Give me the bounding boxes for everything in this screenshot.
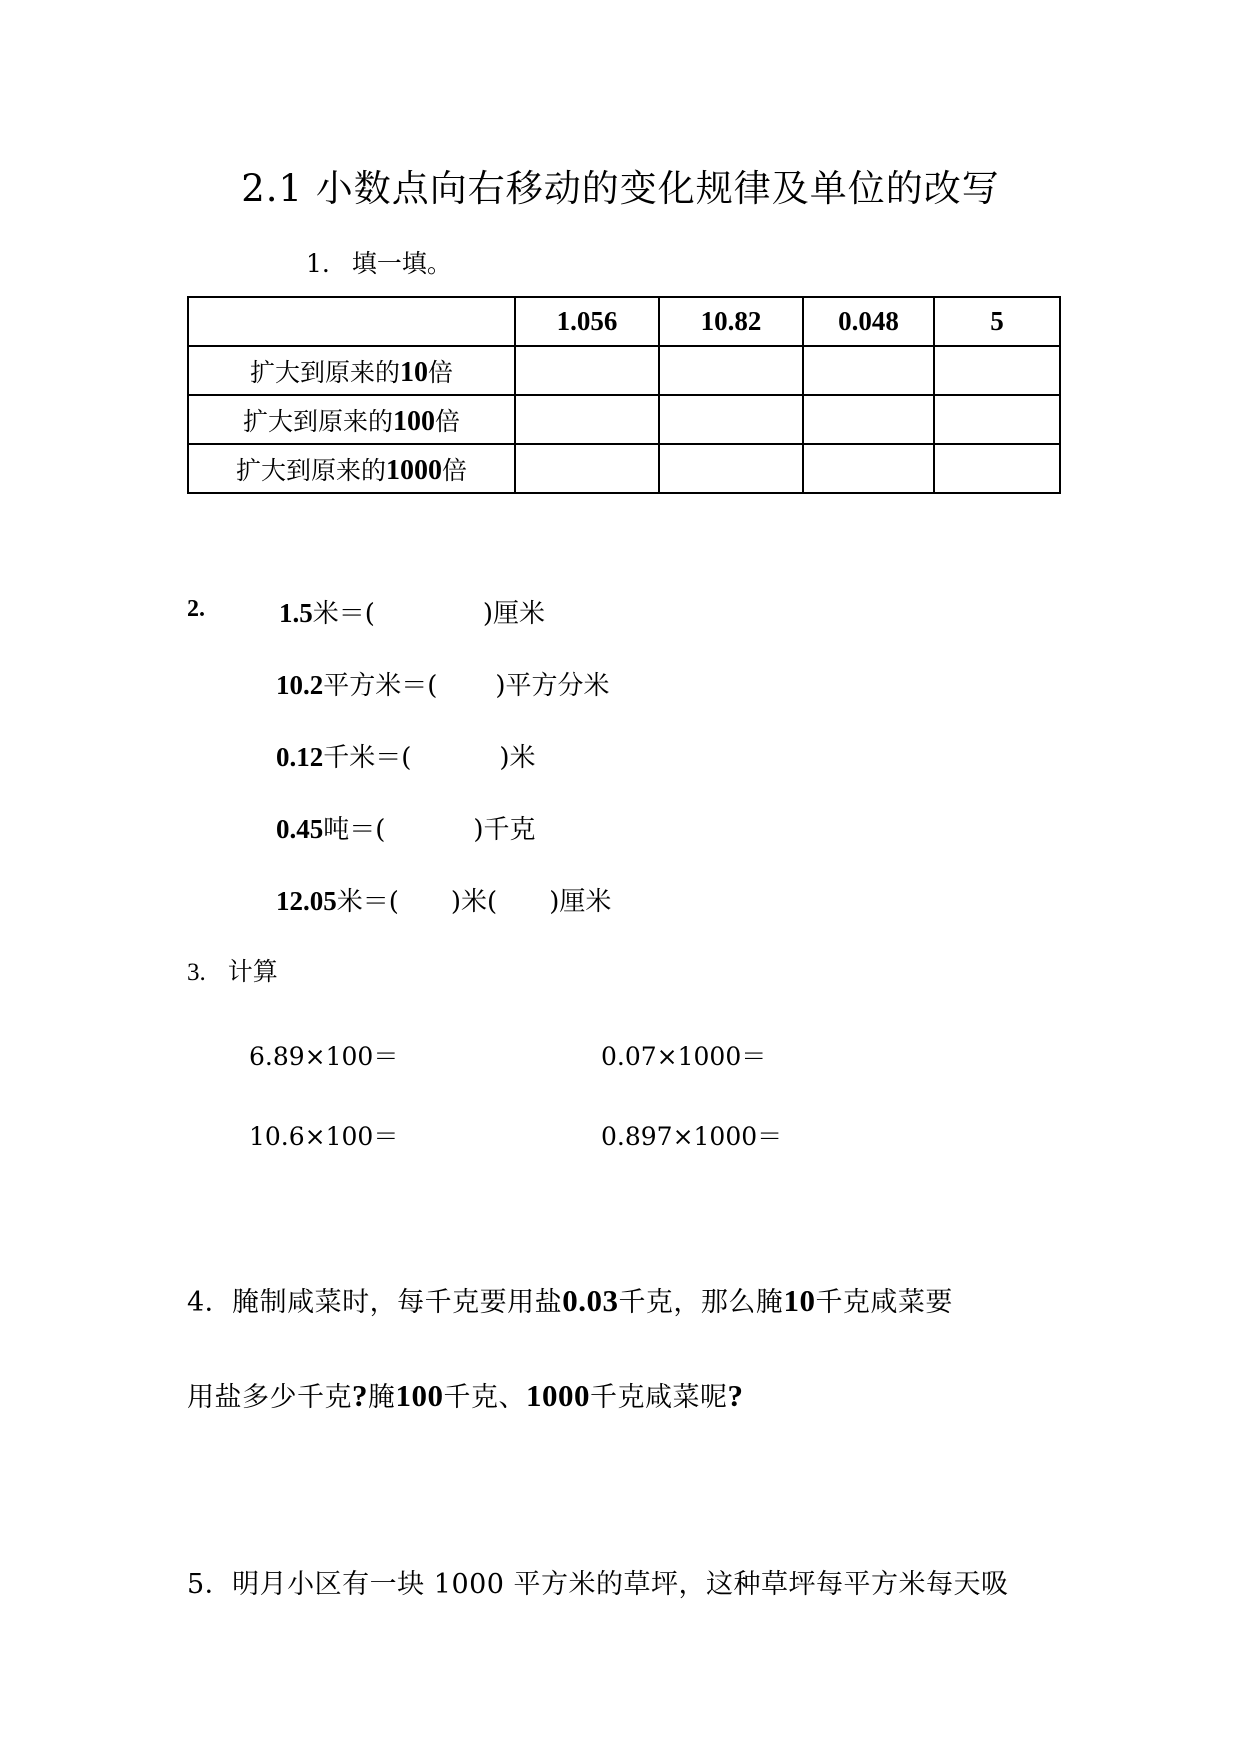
q4-number: 10 [783, 1283, 816, 1318]
conversion-left: 千米＝( [323, 743, 412, 773]
row-label-suffix: 倍 [442, 455, 468, 485]
answer-cell[interactable] [659, 395, 803, 444]
question-1-instruction: 填一填。 [351, 249, 452, 278]
table-corner-cell [188, 297, 515, 346]
row-label-factor: 1000 [386, 454, 442, 486]
q4-punct: ? [352, 1378, 368, 1413]
question-5-line-1: 5．明月小区有一块 1000 平方米的草坪，这种草坪每平方米每天吸 [187, 1569, 1009, 1600]
conversion-item [279, 593, 545, 630]
table-header-cell: 5 [934, 297, 1060, 346]
conversion-right: )厘米 [549, 887, 612, 917]
calc-item: 0.897×1000＝ [601, 1122, 783, 1151]
calc-item: 6.89×100＝ [249, 1042, 399, 1071]
table-row [188, 444, 1060, 493]
question-1-heading [306, 244, 452, 280]
answer-cell[interactable] [515, 346, 659, 395]
conversion-right: )厘米 [482, 599, 546, 629]
answer-cell[interactable] [803, 395, 934, 444]
question-1-number: 1. [306, 249, 330, 278]
conversion-item [276, 881, 611, 918]
page-title: 2.1 小数点向右移动的变化规律及单位的改写 [241, 167, 1000, 210]
question-4-line-1 [187, 1280, 953, 1319]
conversion-value: 0.12 [276, 742, 324, 772]
question-3-label: 计算 [227, 957, 278, 986]
answer-cell[interactable] [934, 346, 1060, 395]
q4-text: 千克，那么腌 [618, 1287, 784, 1318]
answer-cell[interactable] [515, 395, 659, 444]
conversion-right: )千克 [473, 815, 536, 845]
answer-cell[interactable] [659, 444, 803, 493]
question-3-number: 3. [187, 959, 206, 986]
q4-text: 千克、 [443, 1382, 526, 1413]
calc-item: 10.6×100＝ [249, 1122, 399, 1151]
q4-punct: ? [727, 1378, 744, 1413]
q4-number: 1000 [526, 1378, 590, 1413]
q4-text: 腌 [368, 1382, 396, 1413]
conversion-item [276, 809, 536, 846]
table-header-cell: 10.82 [659, 297, 803, 346]
q4-text: 千克咸菜呢 [590, 1382, 728, 1413]
table-row [188, 346, 1060, 395]
conversion-item [276, 665, 610, 702]
answer-cell[interactable] [803, 346, 934, 395]
conversion-left: 米＝( [312, 599, 375, 629]
row-label-text: 扩大到原来的 [235, 455, 386, 485]
conversion-left: 吨＝( [323, 815, 386, 845]
row-label-text: 扩大到原来的 [242, 406, 393, 436]
row-label-suffix: 倍 [435, 406, 461, 436]
answer-cell[interactable] [515, 444, 659, 493]
q4-text: 千克咸菜要 [815, 1287, 953, 1318]
conversion-left: 米＝( [336, 887, 399, 917]
question-3-heading [187, 952, 278, 988]
conversion-value: 1.5 [279, 598, 313, 628]
table-header-cell: 0.048 [803, 297, 934, 346]
question-2-number: 2. [187, 596, 205, 622]
table-header-row [188, 297, 1060, 346]
answer-cell[interactable] [803, 444, 934, 493]
conversion-right: )米 [499, 743, 536, 773]
q4-number: 100 [395, 1378, 444, 1413]
q4-text: 4．腌制咸菜时，每千克要用盐 [187, 1287, 563, 1318]
row-label-text: 扩大到原来的 [249, 357, 400, 387]
conversion-value: 10.2 [276, 670, 324, 700]
q4-text: 用盐多少千克 [187, 1382, 352, 1413]
answer-cell[interactable] [659, 346, 803, 395]
conversion-middle: )米( [450, 887, 498, 917]
row-label-factor: 100 [393, 405, 435, 437]
conversion-left: 平方米＝( [323, 671, 438, 701]
conversion-item [276, 737, 536, 774]
row-label [188, 395, 515, 444]
conversion-value: 12.05 [276, 886, 337, 916]
table-header-cell: 1.056 [515, 297, 659, 346]
conversion-value: 0.45 [276, 814, 324, 844]
row-label-suffix: 倍 [428, 357, 454, 387]
q4-number: 0.03 [562, 1283, 619, 1318]
row-label [188, 444, 515, 493]
conversion-right: )平方分米 [495, 671, 610, 701]
question-4-line-2 [187, 1375, 744, 1414]
calc-item: 0.07×1000＝ [601, 1042, 767, 1071]
fill-table [187, 296, 1061, 494]
answer-cell[interactable] [934, 395, 1060, 444]
answer-cell[interactable] [934, 444, 1060, 493]
table-row [188, 395, 1060, 444]
row-label [188, 346, 515, 395]
row-label-factor: 10 [400, 356, 428, 388]
